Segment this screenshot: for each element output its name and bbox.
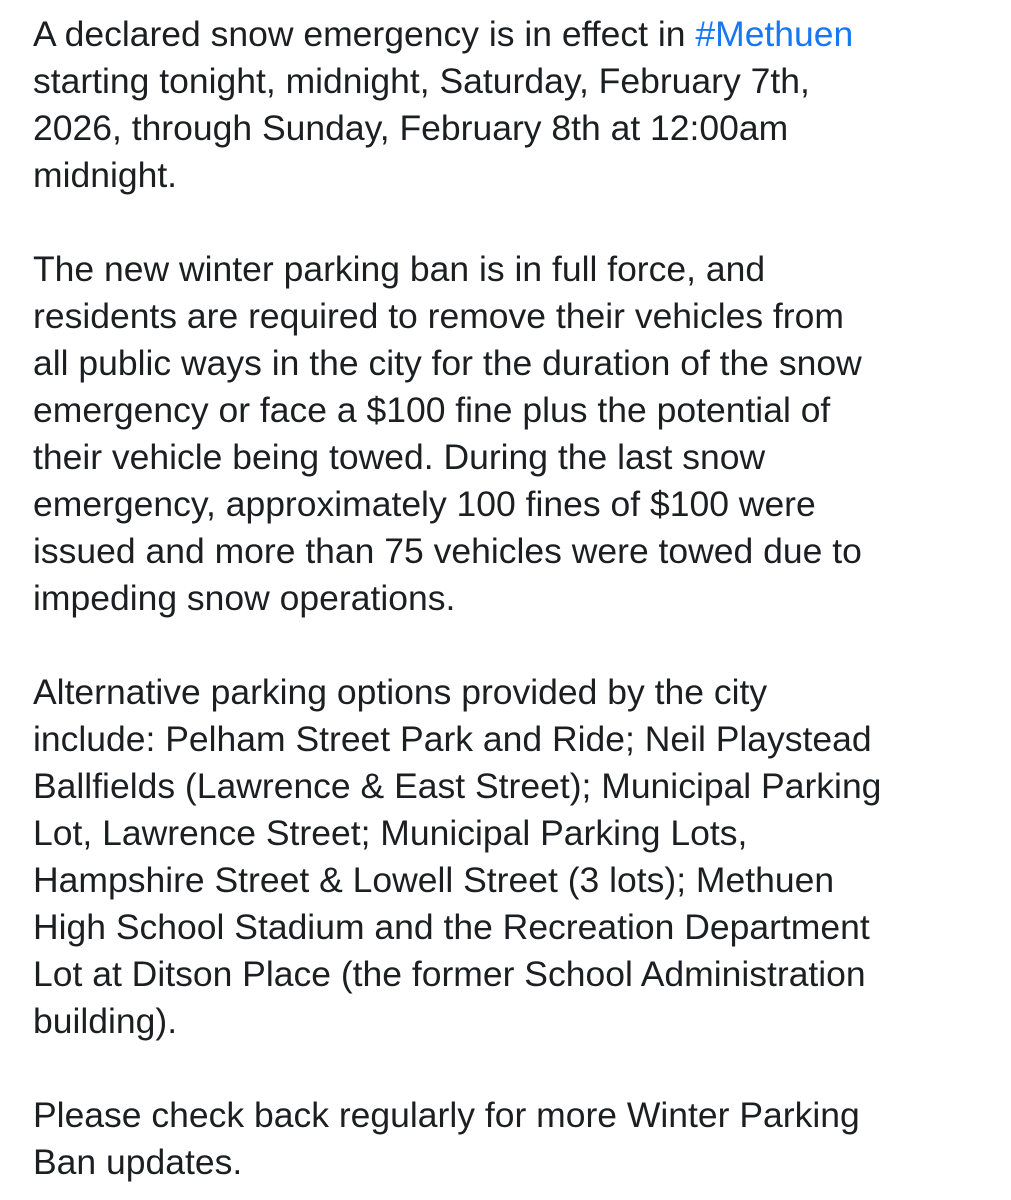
text-line: building).: [33, 1001, 178, 1041]
text-line: include: Pelham Street Park and Ride; Neil Playstead: [33, 719, 872, 759]
text-line: Hampshire Street & Lowell Street (3 lots); Methuen: [33, 860, 835, 900]
text-segment: A declared snow emergency is in effect in: [33, 14, 696, 54]
text-line: impeding snow operations.: [33, 578, 456, 618]
text-line: emergency, approximately 100 fines of $100 were: [33, 484, 816, 524]
text-line: Please check back regularly for more Winter Parking: [33, 1095, 860, 1135]
text-line: 2026, through Sunday, February 8th at 12:00am: [33, 108, 789, 148]
post-body: [33, 11, 993, 1186]
text-line: residents are required to remove their vehicles from: [33, 296, 844, 336]
hashtag-link-methuen[interactable]: #Methuen: [695, 14, 854, 54]
text-line: Lot at Ditson Place (the former School Administration: [33, 954, 866, 994]
text-line: The new winter parking ban is in full force, and: [33, 249, 766, 289]
paragraph-alternative-parking: [33, 669, 993, 1045]
text-line: Ballfields (Lawrence & East Street); Municipal Parking: [33, 766, 882, 806]
text-line: High School Stadium and the Recreation Department: [33, 907, 870, 947]
paragraph-snow-emergency: [33, 11, 993, 199]
text-line: Alternative parking options provided by the city: [33, 672, 768, 712]
text-line: [33, 11, 993, 58]
text-line: their vehicle being towed. During the last snow: [33, 437, 766, 477]
text-line: starting tonight, midnight, Saturday, February 7th,: [33, 61, 810, 101]
text-line: issued and more than 75 vehicles were towed due to: [33, 531, 862, 571]
paragraph-check-back: [33, 1092, 993, 1186]
paragraph-parking-ban: [33, 246, 993, 622]
text-line: Lot, Lawrence Street; Municipal Parking Lots,: [33, 813, 748, 853]
text-line: all public ways in the city for the duration of the snow: [33, 343, 862, 383]
text-line: midnight.: [33, 155, 178, 195]
text-line: Ban updates.: [33, 1142, 243, 1182]
text-line: emergency or face a $100 fine plus the potential of: [33, 390, 831, 430]
